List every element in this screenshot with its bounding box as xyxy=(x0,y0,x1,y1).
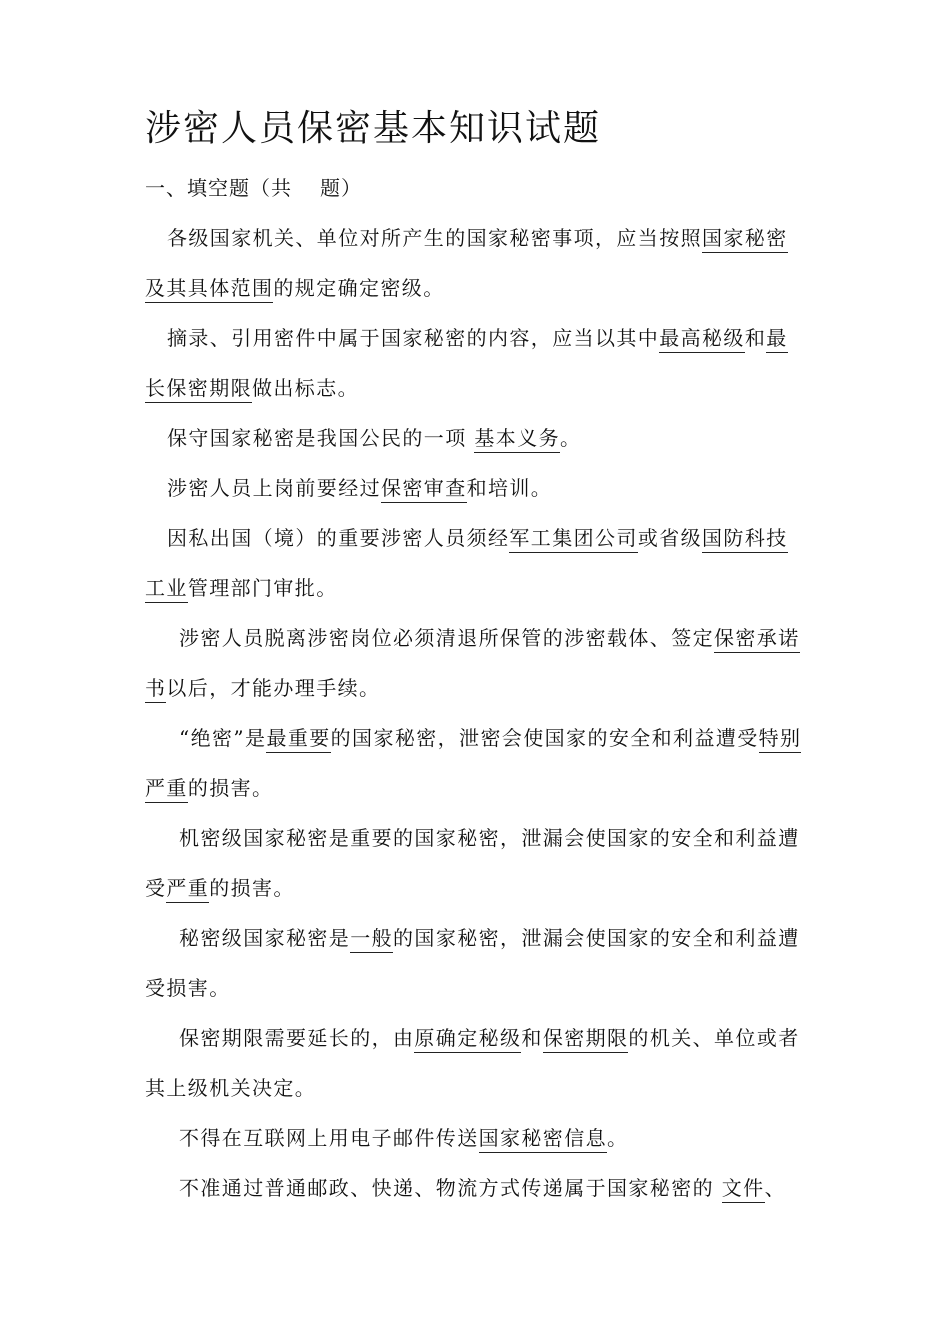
question-text: 涉密人员脱离涉密岗位必须清退所保管的涉密载体、签定 xyxy=(179,626,714,650)
question-text: 不准通过普通邮政、快递、物流方式传递属于国家秘密的 xyxy=(179,1176,714,1200)
question-list xyxy=(145,213,807,1213)
question-text: 摘录、引用密件中属于国家秘密的内容，应当以其中 xyxy=(167,326,660,350)
question-text: 的损害。 xyxy=(187,776,274,800)
answer-blank: 保密承诺书 xyxy=(145,626,800,703)
question-7 xyxy=(145,713,807,813)
answer-blank: 保密审查 xyxy=(381,476,467,503)
question-text: 各级国家机关、单位对所产生的国家秘密事项，应当按照 xyxy=(167,226,702,250)
question-text: 保守国家秘密是我国公民的一项 xyxy=(167,426,467,450)
question-text: 和培训。 xyxy=(466,476,553,500)
question-text: 不得在互联网上用电子邮件传送 xyxy=(179,1126,479,1150)
answer-blank: 国防科技工业 xyxy=(145,526,788,603)
question-text: 涉密人员上岗前要经过 xyxy=(167,476,381,500)
answer-blank: 基本义务 xyxy=(474,426,560,453)
question-1 xyxy=(145,213,807,313)
section-heading-prefix: 一、填空题（共 xyxy=(145,176,292,200)
question-text: 秘密级国家秘密是 xyxy=(179,926,351,950)
question-text: 的规定确定密级。 xyxy=(273,276,445,300)
question-text: 或省级 xyxy=(637,526,703,550)
question-text: 因私出国（境）的重要涉密人员须经 xyxy=(167,526,510,550)
question-text: “绝密”是 xyxy=(179,726,267,750)
question-text: 的机关、单位或者其上级机关决定。 xyxy=(145,1026,800,1100)
question-text: 、 xyxy=(764,1176,786,1200)
answer-blank: 国家秘密信息 xyxy=(479,1126,607,1153)
question-9 xyxy=(145,913,807,1013)
question-text: 保密期限需要延长的，由 xyxy=(179,1026,415,1050)
question-text: 以后，才能办理手续。 xyxy=(166,676,381,700)
page-title: 涉密人员保密基本知识试题 xyxy=(145,108,602,149)
answer-blank: 最高秘级 xyxy=(659,326,745,353)
question-12 xyxy=(145,1163,807,1213)
question-5 xyxy=(145,513,807,613)
question-text: 的国家秘密，泄密会使国家的安全和利益遭受 xyxy=(330,726,759,750)
question-text: 。 xyxy=(607,1126,629,1150)
answer-blank: 文件 xyxy=(722,1176,765,1203)
answer-blank: 军工集团公司 xyxy=(509,526,637,553)
question-text: 和 xyxy=(521,1026,543,1050)
question-text: 做出标志。 xyxy=(252,376,359,400)
answer-blank: 保密期限 xyxy=(543,1026,629,1053)
answer-blank: 国家秘密及其具体范围 xyxy=(145,226,788,303)
answer-blank: 特别严重 xyxy=(145,726,801,803)
question-6 xyxy=(145,613,807,713)
answer-blank: 最重要 xyxy=(266,726,330,753)
question-2 xyxy=(145,313,807,413)
question-10 xyxy=(145,1013,807,1113)
question-text: 的损害。 xyxy=(209,876,295,900)
answer-blank: 原确定秘级 xyxy=(414,1026,521,1053)
question-3 xyxy=(145,413,807,463)
question-text: 和 xyxy=(744,326,767,350)
section-heading xyxy=(145,172,362,201)
question-text: 的国家秘密，泄漏会使国家的安全和利益遭受损害。 xyxy=(145,926,800,1000)
section-heading-suffix: 题） xyxy=(320,176,362,200)
answer-blank: 最长保密期限 xyxy=(145,326,788,403)
question-text: 。 xyxy=(559,426,582,450)
question-8 xyxy=(145,813,807,913)
question-11 xyxy=(145,1113,807,1163)
question-4 xyxy=(145,463,807,513)
question-text: 管理部门审批。 xyxy=(187,576,338,600)
answer-blank: 严重 xyxy=(166,876,209,903)
answer-blank: 一般 xyxy=(350,926,393,953)
question-text: 机密级国家秘密是重要的国家秘密，泄漏会使国家的安全和利益遭受 xyxy=(145,826,800,900)
